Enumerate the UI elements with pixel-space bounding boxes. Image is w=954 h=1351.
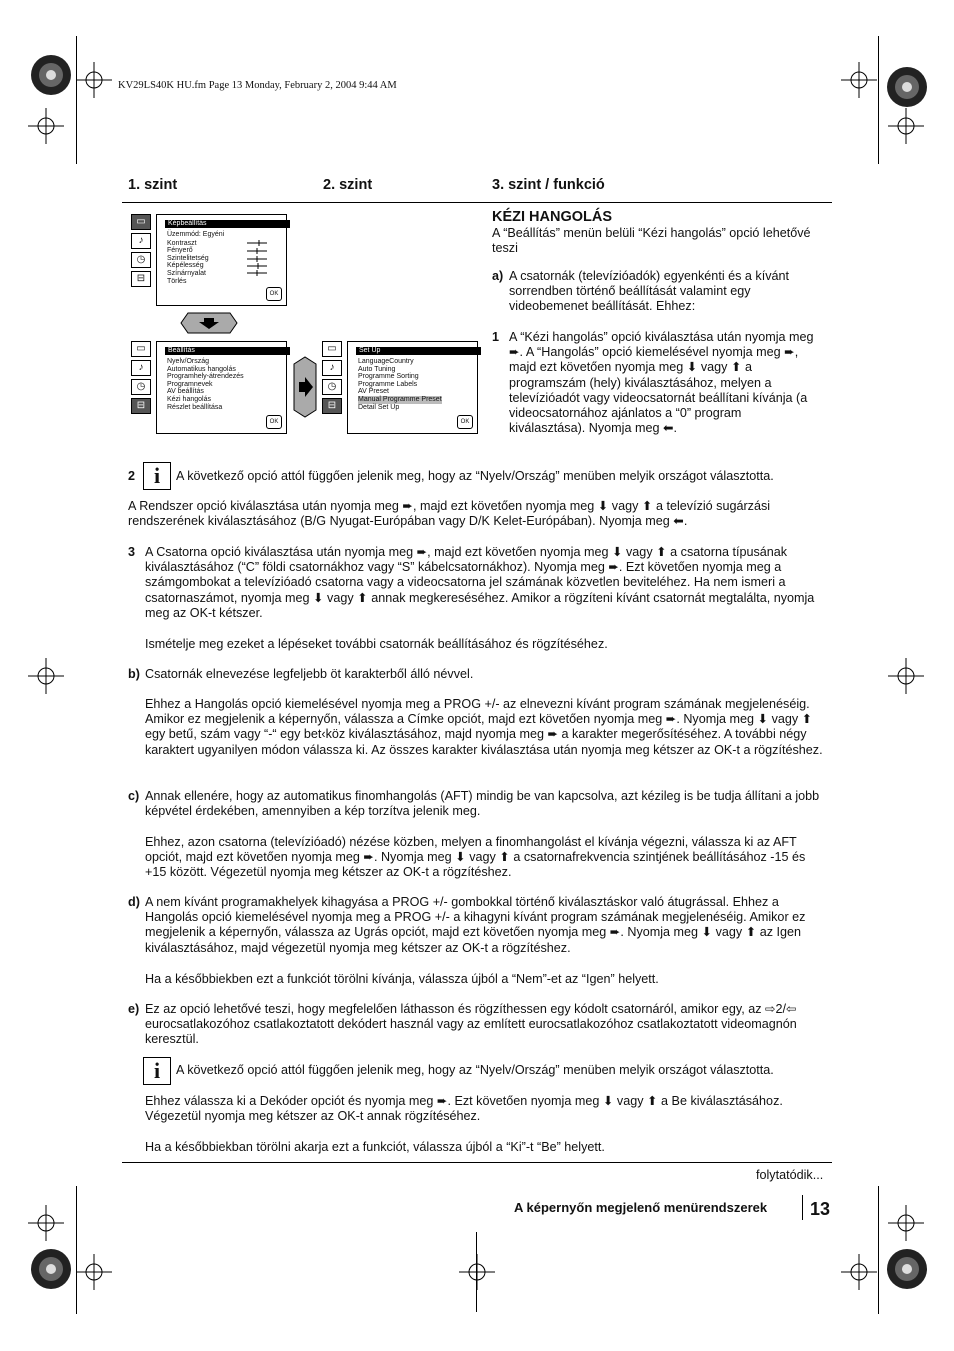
item-b-text: Csatornák elnevezése legfeljebb öt karakterből álló névvel. [145,667,474,681]
item-e-note: A következő opció attól függően jelenik meg, hogy az “Nyelv/Ország” menüben melyik országot választotta. [176,1063,774,1077]
down-arrow-button-icon [180,311,238,335]
level-1-heading: 1. szint [128,177,178,193]
item-e-text: Ez az opció lehetővé teszi, hogy megfelelően láthasson és rögzíthessen egy kódolt csatornáról, amikor egy, az ⇨2/⇦ eurocsatlakozóhoz csatlakoztatott dekódert használ vagy az említett eurocsatlakozóhoz csatlakoztatott videomagnón keresztül. [145,1002,797,1047]
ok-button-icon: OK [266,415,282,429]
menu-item: Programnevek [167,380,213,388]
item-b-detail: Ehhez a Hangolás opció kiemelésével nyomja meg a PROG +/- az elnevezni kívánt program számának megjelenéséig. Amikor ez megjelenik a képernyőn, válassza a Címke opciót, majd ezt követően nyomja meg ➨. Nyomja meg ⬇ vagy ⬆ egy betű, szám vagy “-“ egy bet‹köz kiválasztásához, majd nyomja meg ➨ a karakter megerősítéséhez. A további négy karaktert ugyanilyen módon válassza ki. Az összes karakter kiválasztása után nyomja meg kétszer az OK-t a rögzítéshez. [145,697,823,757]
crop-line [76,36,77,164]
picture-menu-screen [156,214,287,306]
level-sliders [245,239,269,284]
intro-text: A “Beállítás” menün belüli “Kézi hangolás” opció lehetővé teszi [492,226,811,256]
menu-item: Törlés [167,277,187,285]
sound-note-icon: ♪ [322,360,342,376]
clock-icon: ◷ [131,379,151,395]
step-label: 1 [492,330,500,344]
continued-text: folytatódik... [756,1168,824,1182]
item-e-detail: Ehhez válassza ki a Dekóder opciót és nyomja meg ➨. Ezt követően nyomja meg ⬇ vagy ⬆ a Be kiválasztásához. Végezetül nyomja meg kétszer az OK-t annak rögzítéséhez. [145,1094,783,1124]
crosshair-mark-icon [841,62,877,98]
menu-item: Programhely-átrendezés [167,373,244,381]
menu-item: Kézi hangolás [167,395,211,403]
crosshair-mark-icon [28,108,64,144]
menu-item: Detail Set Up [358,403,400,411]
menu-title: Set Up [356,347,481,355]
right-arrow-button-icon [292,356,318,418]
page-number: 13 [810,1199,831,1219]
item-label: d) [128,895,140,909]
menu-icon-column [131,341,153,417]
sound-note-icon: ♪ [131,233,151,249]
ok-button-icon: OK [266,287,282,301]
crosshair-mark-icon [459,1254,495,1290]
menu-item: Kontraszt [167,239,197,247]
top-rule [122,202,832,203]
item-label: a) [492,269,504,283]
crosshair-mark-icon [888,658,924,694]
menu-item: LanguageCountry [358,358,414,365]
toolbox-icon: ⊟ [131,271,151,287]
menu-item: Színárnyalat [167,269,206,277]
step-3-text: A Csatorna opció kiválasztása után nyomja meg ➨, majd ezt követően nyomja meg ⬇ vagy ⬆ a csatorna típusának kiválasztásához (“C” földi csatornákhoz vagy “S” kábelcsatornákhoz). Nyomja meg ➨. Ezt követően nyomja meg a számgombokat a televízióadó csatorna vagy a videocsatorna jel számának közvetlen beviteléhez. Ha nem ismeri a csatornaszámot, nyomja meg ⬇ vagy ⬆ annak megkereséséhez. Amikor a rögzíteni kívánt csatornát megtalálta, nyomja meg az OK-t kétszer. [145,545,815,620]
registration-mark-icon [884,1246,930,1292]
sound-note-icon: ♪ [131,360,151,376]
registration-mark-icon [884,64,930,110]
item-label: b) [128,667,140,681]
menu-item: Nyelv/Ország [167,358,210,365]
menu-item: Programme Sorting [358,373,419,381]
tv-picture-icon: ▭ [131,341,151,357]
menu-item: Auto Tuning [358,365,396,373]
item-c-detail: Ehhez, azon csatorna (televízióadó) nézése közben, melyen a finomhangolást el kívánja végezni, válassza ki az AFT opciót, majd ezt követően nyomja meg ➨. Nyomja meg ⬇ vagy ⬆ a csatornafrekvencia szintjének beállításához -15 és +15 között. Végezetül nyomja meg kétszer az OK-t a rögzítéshez. [145,835,806,880]
item-label: c) [128,789,140,803]
menu-title: Képbeállítás [165,220,290,228]
footer-divider [802,1195,803,1220]
tv-picture-icon: ▭ [131,214,151,230]
menu-item: Programme Labels [358,380,418,388]
step-label: 3 [128,545,136,559]
clock-icon: ◷ [131,252,151,268]
setup-menu-screen-en [347,341,478,434]
step-2-note: A következő opció attól függően jelenik meg, hogy az “Nyelv/Ország” menüben melyik országot választotta. [176,469,774,483]
menu-item-selected: Manual Programme Preset [358,395,442,403]
registration-mark-icon [28,52,74,98]
menu-icon-column [322,341,344,417]
crop-line [878,1186,879,1314]
bottom-rule [122,1162,832,1163]
info-icon: i [143,462,171,490]
info-icon: i [143,1057,171,1085]
crosshair-mark-icon [841,1254,877,1290]
setup-menu-screen-hu [156,341,287,434]
clock-icon: ◷ [322,379,342,395]
menu-item: Képélesség [167,262,204,270]
level-3-heading: 3. szint / funkció [492,177,605,193]
menu-items [358,358,442,411]
file-header: KV29LS40K HU.fm Page 13 Monday, February 2, 2004 9:44 AM [118,80,397,91]
menu-items [167,231,224,285]
menu-item: Üzemmód: Egyéni [167,231,225,238]
item-d-text: A nem kívánt programakhelyek kihagyása a PROG +/- gombokkal történő kiválasztáskor való átugrással. Ehhez a Hangolás opció kiemelésével nyomja meg a PROG +/- a kihagyni kívánt program számának megjelenéséig. Amikor ez megjelenik a képernyőn, válassza az Ugrás opciót, majd ezt követően nyomja meg ➨. Nyomja meg ⬇ vagy ⬆ az Igen kiválasztásához, majd végezetül nyomja meg kétszer az OK-t a rögzítéshez. [145,895,806,955]
toolbox-icon: ⊟ [131,398,151,414]
crop-line [76,1186,77,1314]
section-heading: KÉZI HANGOLÁS [492,209,613,225]
crop-line [476,1232,477,1312]
crosshair-mark-icon [888,1205,924,1241]
menu-items [167,358,244,411]
menu-item: Fényerő [167,247,193,255]
crosshair-mark-icon [28,1205,64,1241]
menu-item: AV beállítás [167,388,204,396]
crosshair-mark-icon [888,108,924,144]
rendszer-text: A Rendszer opció kiválasztása után nyomja meg ➨, majd ezt követően nyomja meg ⬇ vagy ⬆ a televízió sugárzási rendszerének kiválasztásához (B/G Nyugat-Európában vagy D/K Kelet-Európában). Nyomja meg ⬅. [128,499,771,529]
menu-item: Részlet beállítása [167,403,223,411]
crop-line [878,36,879,164]
ok-button-icon: OK [457,415,473,429]
level-2-heading: 2. szint [323,177,373,193]
menu-item: AV Preset [358,388,389,396]
crosshair-mark-icon [76,62,112,98]
footer-section-title: A képernyőn megjelenő menürendszerek [514,1200,768,1215]
step-label: 2 [128,469,136,483]
tv-picture-icon: ▭ [322,341,342,357]
item-c-text: Annak ellenére, hogy az automatikus finomhangolás (AFT) mindig be van kapcsolva, azt kézileg is be tudja állítani a jobb képvétel érdekében, amennyiben a kép torzítva jelenik meg. [145,789,820,819]
menu-item: Szintelitetség [167,254,209,262]
item-d-detail: Ha a későbbiekben ezt a funkciót törölni kívánja, válassza újból a “Nem”-et az “Igen” helyett. [145,972,659,986]
item-a-text: A csatornák (televízióadók) egyenkénti és a kívánt sorrendben történő beállítását valamint egy videobemenet beállítását. Ehhez: [509,269,790,314]
item-e-delete: Ha a későbbiekban törölni akarja ezt a funkciót, válassza újból a “Ki”-t “Be” helyett. [145,1140,605,1154]
registration-mark-icon [28,1246,74,1292]
menu-title: Beállítás [165,347,290,355]
menu-item: Automatikus hangolás [167,365,236,373]
step-3-repeat: Ismételje meg ezeket a lépéseket további csatornák beállításához és rögzítéséhez. [145,637,608,651]
step-1-text: A “Kézi hangolás” opció kiválasztása után nyomja meg ➨. A “Hangolás” opció kiemelésével nyomja meg ➨, majd ezt követően nyomja meg ⬇ vagy ⬆ a programszám (hely) kiválasztásához, melyen a televízióadót vagy videocsatornát beállítani kívánja (a videocsatornához ajánlatos a “0” program kiválasztása). Nyomja meg ⬅. [509,330,814,436]
menu-icon-column [131,214,153,290]
crosshair-mark-icon [28,658,64,694]
crosshair-mark-icon [76,1254,112,1290]
item-label: e) [128,1002,140,1016]
toolbox-icon: ⊟ [322,398,342,414]
